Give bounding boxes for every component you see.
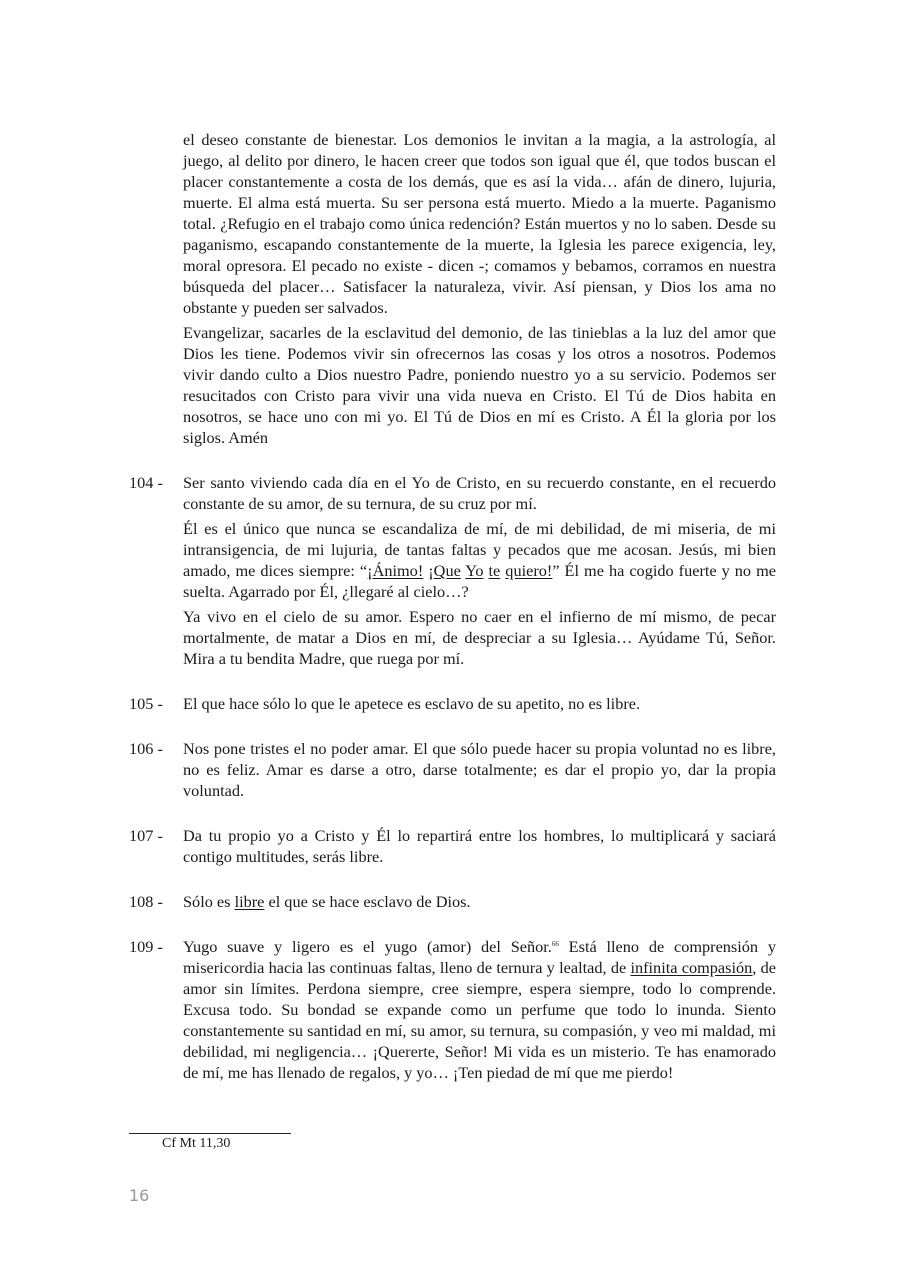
- numbered-entry: [129, 472, 776, 673]
- footnote-ref: 66: [551, 940, 559, 948]
- paragraph: [183, 936, 776, 1083]
- paragraph: [183, 693, 776, 714]
- entry-body: [183, 825, 776, 871]
- entry-number: 104 -: [129, 473, 163, 492]
- entry-body: [183, 129, 776, 452]
- paragraph: [183, 606, 776, 669]
- text-run: Yugo suave y ligero es el yugo (amor) del Señor.: [183, 937, 552, 956]
- text-run: ” Él me ha cogido fuerte y no me suelta. Agarrado por Él, ¿llegaré al cielo…?: [183, 561, 776, 601]
- text-run: , de amor sin límites. Perdona siempre, cree siempre, espera siempre, todo lo comprende. Excusa todo. Su bondad se expande como un perfume que todo lo inunda. Siento constantemente su santidad en mí, su amor, su ternura, su compasión, y veo mi maldad, mi debilidad, mi negligencia… ¡Quererte, Señor! Mi vida es un misterio. Te has enamorado de mí, me has llenado de regalos, y yo… ¡Ten piedad de mí que me pierdo!: [183, 958, 777, 1082]
- text-run: Evangelizar, sacarles de la esclavitud del demonio, de las tinieblas a la luz del amor que Dios les tiene. Podemos vivir sin ofrecernos las cosas y los otros a nosotros. Podemos vivir dando culto a Dios nuestro Padre, poniendo nuestro yo a su servicio. Podemos ser resucitados con Cristo para vivir una vida nueva en Cristo. El Tú de Dios habita en nosotros, se hace uno con mi yo. El Tú de Dios en mí es Cristo. A Él la gloria por los siglos. Amén: [183, 323, 776, 447]
- underlined-text: ¡Que: [428, 561, 461, 580]
- text-run: Ya vivo en el cielo de su amor. Espero no caer en el infierno de mí mismo, de pecar mortalmente, de matar a Dios en mí, de despreciar a su Iglesia… Ayúdame Tú, Señor. Mira a tu bendita Madre, que ruega por mí.: [183, 607, 776, 668]
- underlined-text: quiero!: [505, 561, 553, 580]
- entry-number: 106 -: [129, 739, 163, 758]
- paragraph: [183, 825, 776, 867]
- underlined-text: libre: [234, 892, 265, 911]
- paragraph: [183, 518, 776, 602]
- numbered-entry: [129, 129, 776, 452]
- footnote: Cf Mt 11,30: [162, 1136, 231, 1151]
- paragraph: [183, 738, 776, 801]
- page-number: 16: [129, 1186, 150, 1205]
- text-run: Ser santo viviendo cada día en el Yo de Cristo, en su recuerdo constante, en el recuerdo constante de su amor, de su ternura, de su cruz por mí.: [183, 473, 776, 513]
- text-run: Nos pone tristes el no poder amar. El que sólo puede hacer su propia voluntad no es libre, no es feliz. Amar es darse a otro, darse totalmente; es dar el propio yo, dar la propia voluntad.: [183, 739, 776, 800]
- numbered-entry: [129, 891, 776, 916]
- text-run: el deseo constante de bienestar. Los demonios le invitan a la magia, a la astrología, al juego, al delito por dinero, le hacen creer que todos son igual que él, que todos buscan el placer constantemente a costa de los demás, que es así la vida… afán de dinero, lujuria, muerte. El alma está muerta. Su ser persona está muerto. Miedo a la muerte. Paganismo total. ¿Refugio en el trabajo como única redención? Están muertos y no lo saben. Desde su paganismo, escapando constantemente de la muerte, la Iglesia les parece exigencia, ley, moral opresora. El pecado no existe - dicen -; comamos y bebamos, corramos en nuestra búsqueda del placer… Satisfacer la naturaleza, vivir. Así piensan, y Dios los ama no obstante y pueden ser salvados.: [183, 130, 776, 317]
- text-run: Da tu propio yo a Cristo y Él lo repartirá entre los hombres, lo multiplicará y saciará contigo multitudes, serás libre.: [183, 826, 776, 866]
- text-run: el que se hace esclavo de Dios.: [264, 892, 471, 911]
- paragraph: [183, 129, 776, 318]
- underlined-text: ¡Ánimo!: [367, 561, 424, 580]
- text-run: Sólo es: [183, 892, 235, 911]
- underlined-text: Yo: [465, 561, 484, 580]
- paragraph: [183, 322, 776, 448]
- text-run: Él es el único que nunca se escandaliza de mí, de mi debilidad, de mi miseria, de mi intransigencia, de mi lujuria, de tantas faltas y pecados que me acosan. Jesús, mi bien amado, me dices siempre: “: [183, 519, 776, 580]
- entry-number: 109 -: [129, 937, 163, 956]
- entry-body: [183, 472, 776, 673]
- numbered-entry: [129, 825, 776, 871]
- entry-body: [183, 693, 776, 718]
- footnote-separator: [129, 1133, 291, 1134]
- text-run: El que hace sólo lo que le apetece es esclavo de su apetito, no es libre.: [183, 694, 641, 713]
- entry-number: 107 -: [129, 826, 163, 845]
- entry-body: [183, 936, 776, 1087]
- entry-body: [183, 738, 776, 805]
- numbered-entry: [129, 693, 776, 718]
- paragraph: [183, 891, 776, 912]
- entry-body: [183, 891, 776, 916]
- page-body: [129, 129, 776, 1087]
- underlined-text: te: [488, 561, 501, 580]
- underlined-text: infinita compasión: [630, 958, 753, 977]
- text-run: Está lleno de comprensión y misericordia hacia las continuas faltas, lleno de ternura y lealtad, de: [183, 937, 777, 977]
- entry-number: 105 -: [129, 694, 163, 713]
- entry-number: 108 -: [129, 892, 163, 911]
- paragraph: [183, 472, 776, 514]
- entry-number: [129, 129, 183, 452]
- numbered-entry: [129, 738, 776, 805]
- numbered-entry: [129, 936, 776, 1087]
